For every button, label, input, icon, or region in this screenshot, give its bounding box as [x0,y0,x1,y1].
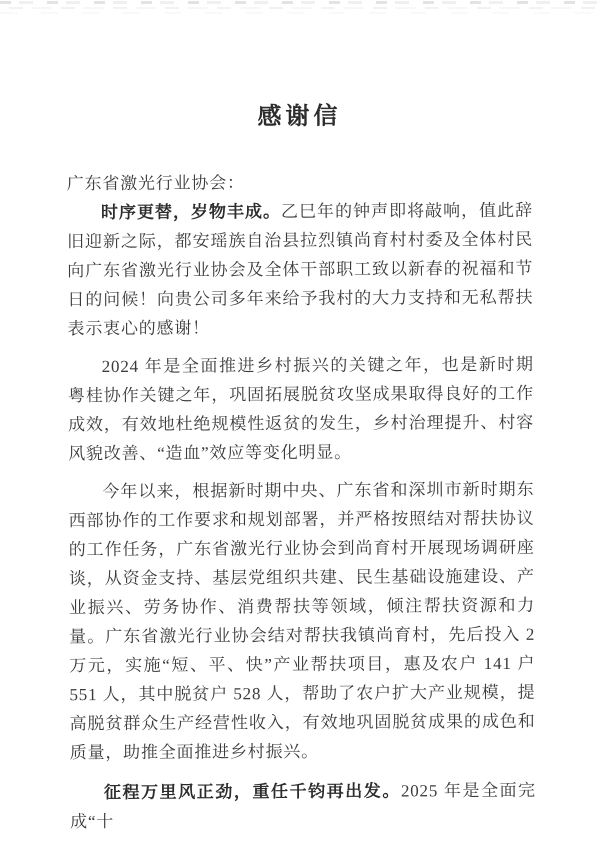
paragraph-4 [70,776,536,836]
paragraph-4-text: 2025 年是全面完成“十 [70,780,537,832]
paragraph-2 [68,350,535,468]
letter-title: 感谢信 [257,103,342,131]
paragraph-1 [67,196,534,343]
paragraph-2-text: 2024 年是全面推进乡村振兴的关键之年，也是新时期粤桂协作关键之年，巩固拓展脱贫攻坚成果取得良好的工作成效，有效地杜绝规模性返贫的发生，乡村治理提升、村容风貌改善、“造血”效应等变化明显。 [67,354,535,464]
salutation: 广东省激光行业协会： [66,173,245,194]
paragraph-4-bold-lead: 征程万里风正劲，重任千钧再出发。 [103,781,401,803]
letter-content [66,0,536,836]
paragraph-3 [68,475,536,767]
paragraph-1-bold-lead: 时序更替，岁物丰成。 [100,202,282,223]
paragraph-1-text: 乙巳年的钟声即将敲响，值此辞旧迎新之际，都安瑶族自治县拉烈镇尚育村村委及全体村民向广东省激光行业协会及全体干部职工致以新春的祝福和节日的问候！向贵公司多年来给予我村的大力支持和无私帮扶表示衷心的感谢！ [67,200,534,339]
paragraph-3-text: 今年以来，根据新时期中央、广东省和深圳市新时期东西部协作的工作要求和规划部署，并严格按照结对帮扶协议的工作任务，广东省激光行业协会到尚育村开展现场调研座谈，从资金支持、基层党组织共建、民生基础设施建设、产业振兴、劳务协作、消费帮扶等领域，倾注帮扶资源和力量。广东省激光行业协会结对帮扶我镇尚育村，先后投入 2 万元，实施“短、平、快”产业帮扶项目，惠及农户 141 户 551 人，其中脱贫户 528 人，帮助了农户扩大产业规模，提高脱贫群众生产经营性收入，有效地巩固脱贫成果的成色和质量，助推全面推进乡村振兴。 [68,479,536,763]
